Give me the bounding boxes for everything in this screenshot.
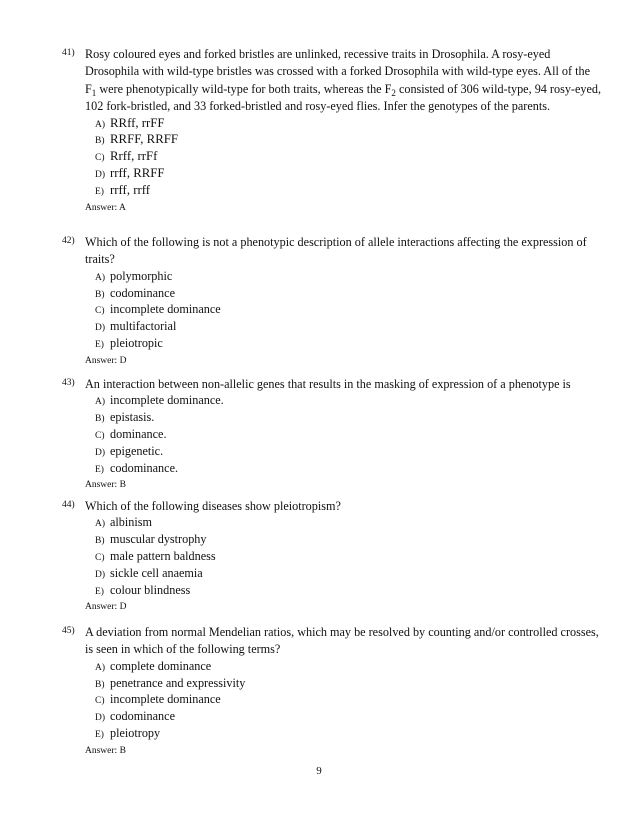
question-text: Which of the following is not a phenotypic description of allele interactions affecting the expression of traits?: [85, 235, 587, 267]
option-e: E) codominance.: [95, 460, 179, 475]
question-number: 41): [62, 48, 75, 58]
question-number: 42): [62, 236, 75, 246]
option-b: B) penetrance and expressivity: [95, 675, 246, 690]
option-c: C) male pattern baldness: [95, 549, 216, 563]
option-b: B) muscular dystrophy: [95, 532, 207, 547]
option-a: A) incomplete dominance.: [95, 393, 224, 408]
option-c: C) Rrff, rrFf: [95, 149, 158, 164]
option-e: E) pleiotropic: [95, 336, 163, 350]
option-e: E) colour blindness: [95, 582, 191, 597]
question-45: [62, 624, 602, 756]
option-a: A) polymorphic: [95, 268, 173, 283]
question-text: Rosy coloured eyes and forked bristles are unlinked, recessive traits in Drosophila. A rosy-eyed Drosophila with wild-type bristles was crossed with a forked Drosophila with wild-type eyes. All of the $F_1$ were phenotypically wild-type for both traits, whereas the $F_2$ consisted of 306 wild-type, 94 rosy-eyed, 102 fork-bristled, and 33 forked-bristled and rosy-eyed flies. Infer the genotypes of the parents.: [85, 47, 602, 114]
option-a: A) complete dominance: [95, 658, 212, 673]
question-43: [62, 376, 602, 490]
question-number: 45): [62, 626, 75, 636]
option-d: D) multifactorial: [95, 319, 177, 334]
answer-line: Answer: D: [85, 355, 127, 366]
question-44: [62, 498, 602, 612]
answer-line: Answer: A: [85, 202, 126, 213]
question-text: A deviation from normal Mendelian ratios, which may be resolved by counting and/or controlled crosses, is seen in which of the following terms?: [85, 625, 599, 657]
option-c: C) incomplete dominance: [95, 692, 221, 707]
option-a: A) RRff, rrFF: [95, 115, 165, 130]
page-number: 9: [316, 765, 322, 777]
options-list: [95, 659, 602, 743]
question-number: 44): [62, 500, 75, 510]
answer-line: Answer: B: [85, 745, 126, 756]
question-text: Which of the following diseases show pleiotropism?: [85, 499, 341, 513]
options-list: [95, 515, 602, 599]
option-d: D) sickle cell anaemia: [95, 565, 203, 580]
option-a: A) albinism: [95, 515, 152, 530]
question-42: [62, 234, 602, 366]
options-list: [95, 116, 602, 200]
option-b: B) codominance: [95, 285, 175, 300]
question-41: [62, 46, 602, 213]
answer-line: Answer: D: [85, 602, 127, 613]
option-e: E) pleiotropy: [95, 726, 161, 740]
options-list: [95, 269, 602, 353]
option-c: C) incomplete dominance: [95, 302, 221, 317]
option-d: D) rrff, RRFF: [95, 166, 165, 181]
option-e: E) rrff, rrff: [95, 182, 151, 197]
option-c: C) dominance.: [95, 427, 167, 441]
question-number: 43): [62, 378, 75, 388]
option-d: D) epigenetic.: [95, 443, 164, 458]
options-list: [95, 393, 602, 477]
option-b: B) epistasis.: [95, 410, 155, 425]
option-d: D) codominance: [95, 709, 175, 724]
answer-line: Answer: B: [85, 480, 126, 491]
question-text: An interaction between non-allelic genes that results in the masking of expression of a phenotype is: [85, 377, 571, 391]
option-b: B) RRFF, RRFF: [95, 132, 178, 147]
